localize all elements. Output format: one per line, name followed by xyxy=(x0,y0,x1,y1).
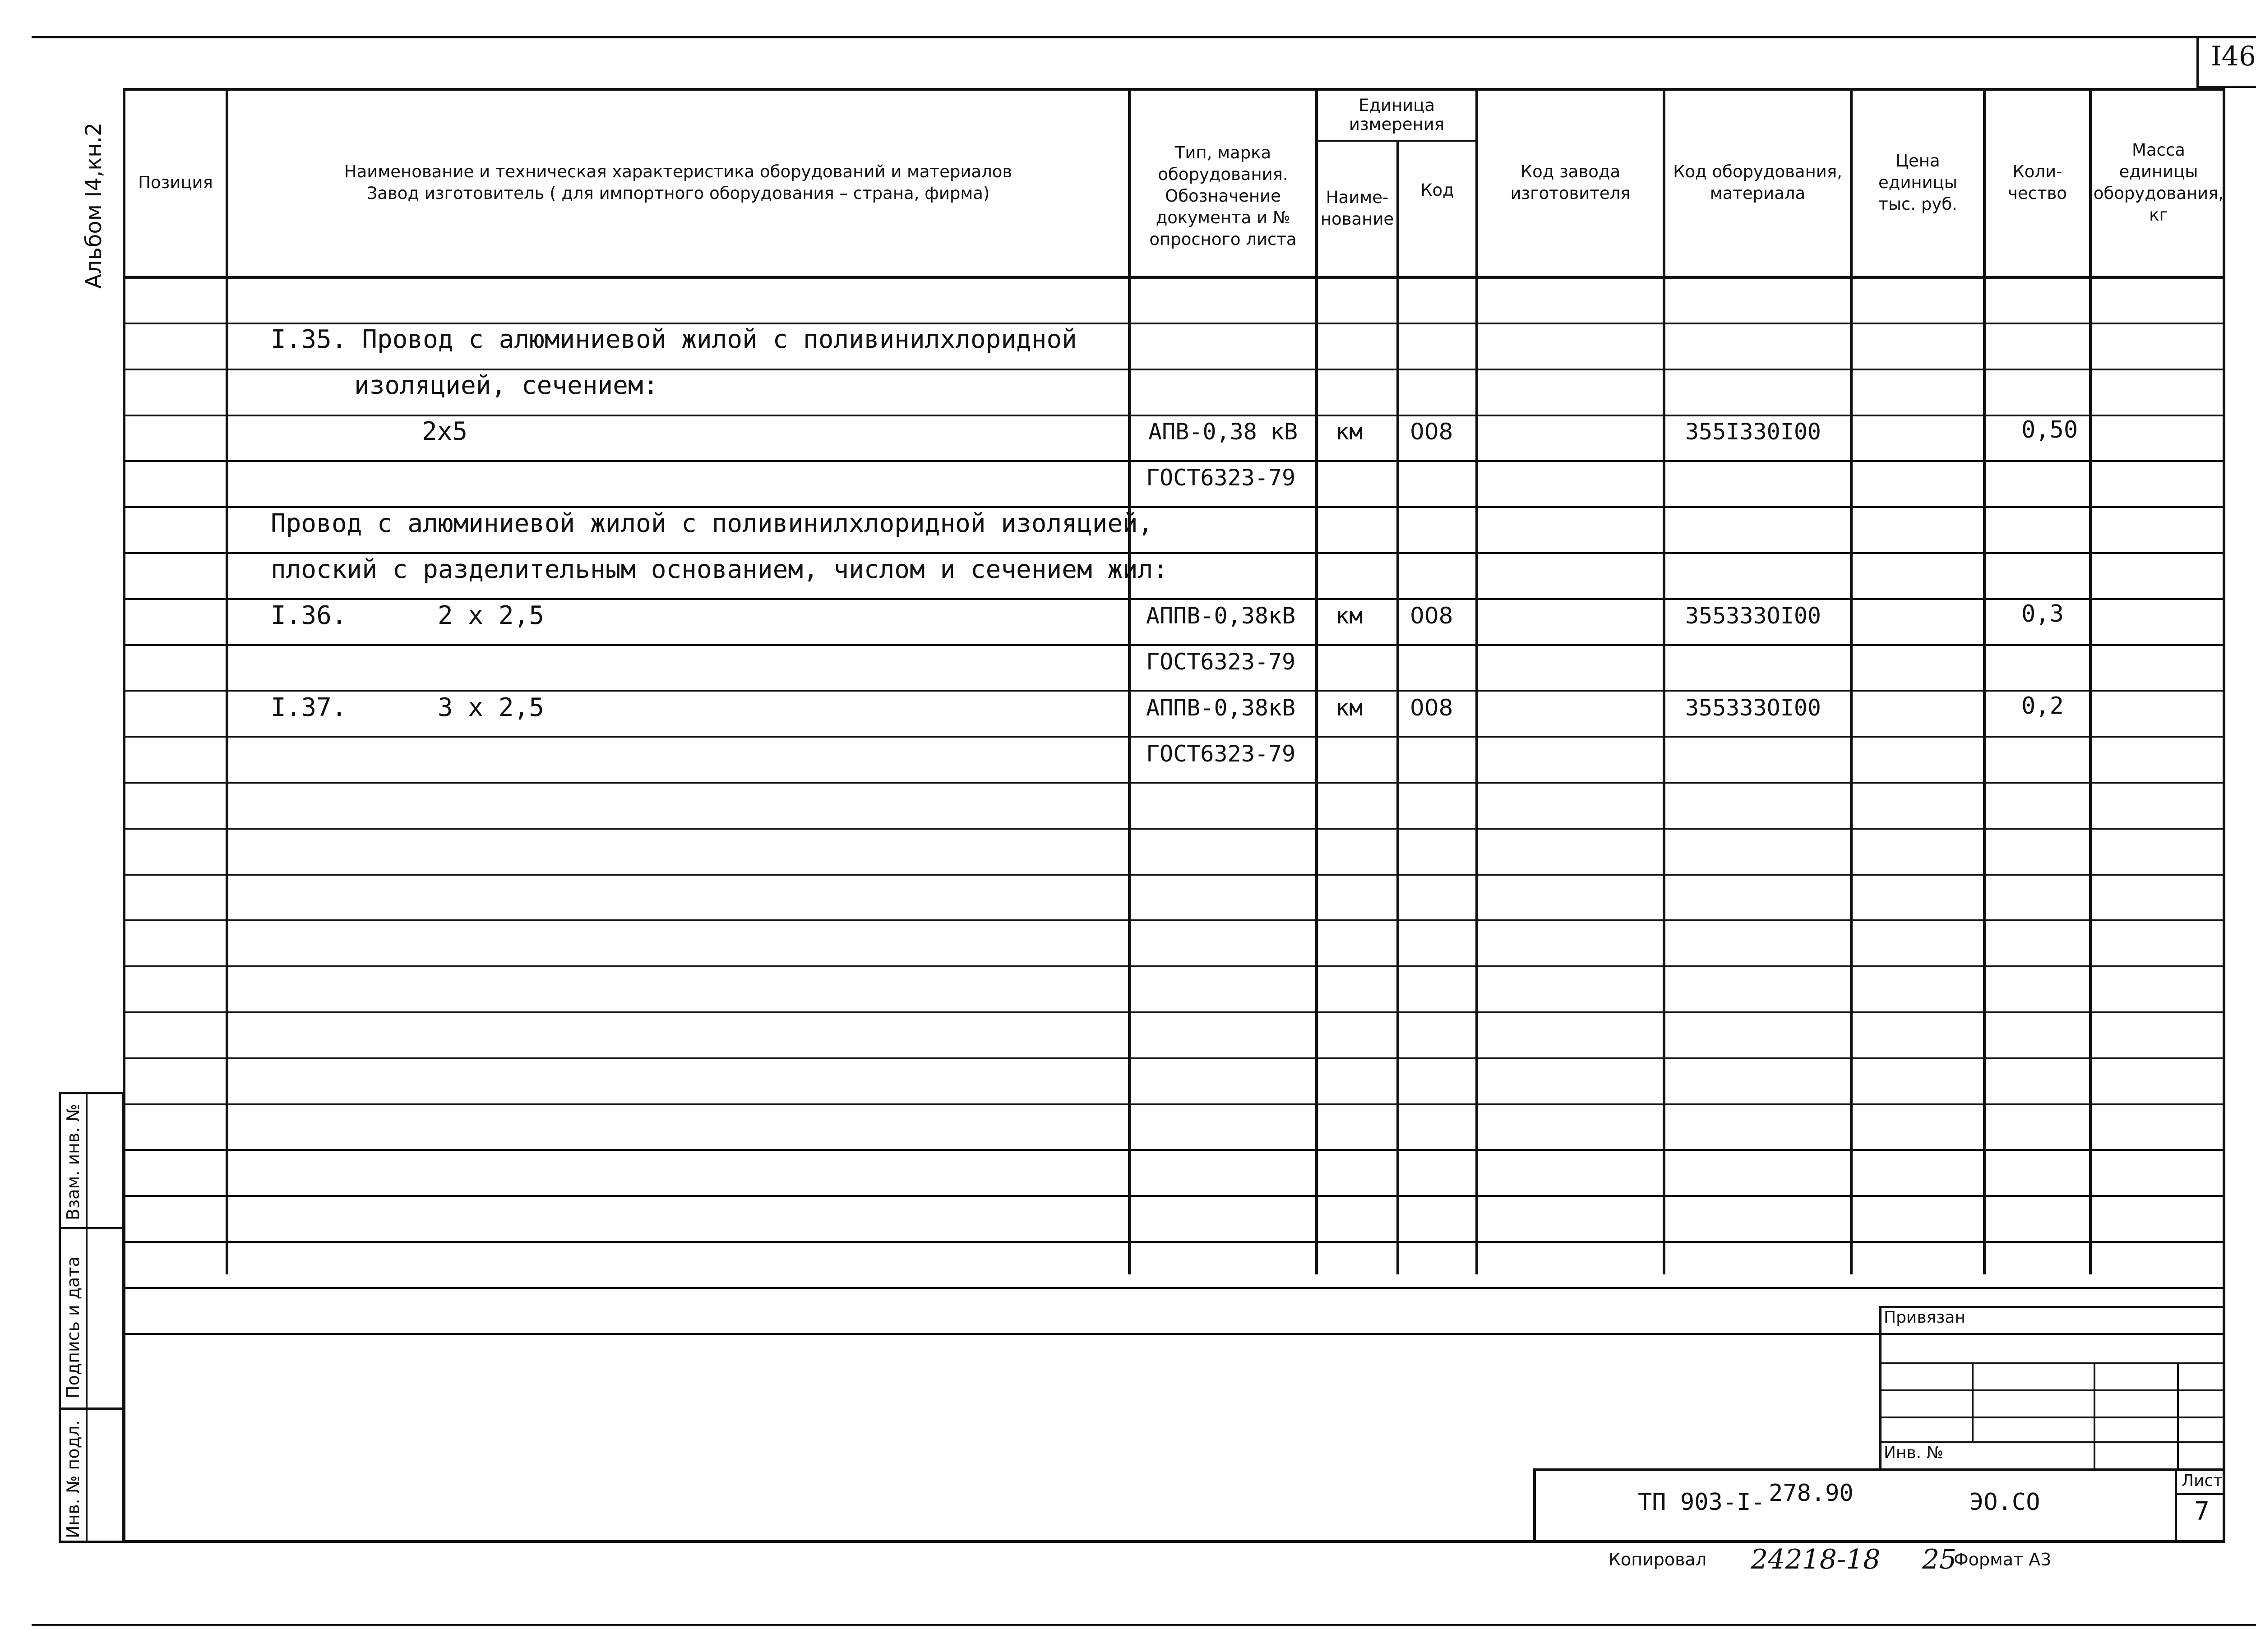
row-9-name: 3 х 2,5 xyxy=(438,693,545,722)
row-1-name: I.35. Провод с алюминиевой жилой с поливинилхлоридной xyxy=(271,325,1077,354)
side-stamp-col xyxy=(86,1092,88,1543)
row-7-eqcode: 355333OI00 xyxy=(1685,603,1821,629)
header-equipment-code: Код оборудования, материала xyxy=(1673,162,1842,203)
side-label-inv: Инв. № подл. xyxy=(63,1420,83,1538)
header-unit-name: Наиме- нование xyxy=(1320,188,1394,229)
doc-prefix: ТП 903-I- xyxy=(1638,1489,1765,1516)
table-row-line xyxy=(123,1241,2225,1243)
header-plant-code: Код завода изготовителя xyxy=(1510,162,1631,203)
header-unit: Единица измерения xyxy=(1349,96,1445,134)
format-label: Формат А3 xyxy=(1954,1550,2052,1569)
header-unit-code: Код xyxy=(1420,180,1454,200)
side-stamp-divider xyxy=(59,1227,124,1229)
row-9-code: 008 xyxy=(1410,695,1453,721)
sheet-number: I46 xyxy=(2210,41,2256,72)
row-9-qty: 0,2 xyxy=(2021,692,2064,720)
row-3-qty: 0,50 xyxy=(2021,416,2078,443)
binding-col xyxy=(1972,1362,1974,1441)
row-3-name: 2х5 xyxy=(422,417,468,446)
table-row-line xyxy=(123,919,2225,921)
side-label-sign: Подпись и дата xyxy=(63,1256,83,1398)
table-row-line xyxy=(123,828,2225,830)
side-stamp-divider xyxy=(59,1407,124,1410)
row-9-type: АППВ-0,38кВ xyxy=(1146,695,1296,721)
doc-suffix: ЭО.СО xyxy=(1969,1489,2040,1516)
row-4-type: ГОСТ6323-79 xyxy=(1146,465,1296,491)
copied-label: Копировал xyxy=(1609,1550,1707,1569)
header-position: Позиция xyxy=(138,173,213,192)
table-row-line xyxy=(123,965,2225,967)
inv-no-label: Инв. № xyxy=(1884,1444,1944,1462)
row-9-position: I.37. xyxy=(271,693,347,722)
album-label: Альбом I4,кн.2 xyxy=(81,122,106,289)
row-9-unit: км xyxy=(1336,695,1363,721)
table-row-line xyxy=(123,1287,2225,1289)
row-3-unit: км xyxy=(1336,419,1363,445)
row-7-name: 2 х 2,5 xyxy=(438,601,545,630)
binding-line xyxy=(1879,1362,2225,1364)
sheet-label: Лист xyxy=(2182,1472,2223,1490)
table-row-line xyxy=(123,1149,2225,1151)
header-name: Наименование и техническая характеристика оборудований и материалов Завод изготовитель ( для импортного оборудования – страна, фирма) xyxy=(344,162,1012,203)
binding-col xyxy=(2094,1362,2095,1471)
row-7-code: 008 xyxy=(1410,603,1453,629)
binding-line xyxy=(1879,1441,2225,1443)
row-3-type: АПВ-0,38 кВ xyxy=(1148,419,1298,445)
binding-line xyxy=(1879,1389,2225,1391)
table-row-line xyxy=(123,874,2225,876)
header-price: Цена единицы тыс. руб. xyxy=(1878,151,1958,214)
binding-col xyxy=(2177,1362,2179,1471)
table-row-line xyxy=(123,736,2225,738)
row-7-unit: км xyxy=(1336,603,1363,629)
order-number-2: 25 xyxy=(1922,1544,1957,1575)
table-row-line xyxy=(123,1103,2225,1105)
order-number: 24218-18 xyxy=(1751,1544,1881,1575)
row-8-type: ГОСТ6323-79 xyxy=(1146,649,1296,675)
title-block xyxy=(1533,1468,2225,1543)
sheet-value: 7 xyxy=(2194,1497,2210,1526)
header-type: Тип, марка оборудования. Обозначение документа и № опросного листа xyxy=(1149,143,1297,249)
row-5-name: Провод с алюминиевой жилой с поливинилхлоридной изоляцией, xyxy=(271,509,1153,538)
doc-number: 278.90 xyxy=(1769,1480,1854,1507)
top-border-line xyxy=(32,36,2256,38)
bottom-border-line xyxy=(32,1624,2256,1626)
header-mass: Масса единицы оборудования, кг xyxy=(2093,140,2224,225)
title-block-col xyxy=(2175,1468,2177,1543)
row-7-qty: 0,3 xyxy=(2021,600,2064,628)
table-row-line xyxy=(123,690,2225,692)
row-9-eqcode: 355333OI00 xyxy=(1685,695,1821,721)
header-bottom-line xyxy=(123,276,2225,279)
row-3-eqcode: 355I330I00 xyxy=(1685,419,1821,445)
header-quantity: Коли- чество xyxy=(2008,162,2067,203)
row-3-code: 008 xyxy=(1410,419,1453,445)
table-row-line xyxy=(123,782,2225,784)
row-7-position: I.36. xyxy=(271,601,347,630)
row-6-name: плоский с разделительным основанием, числом и сечением жил: xyxy=(271,555,1169,584)
table-row-line xyxy=(123,1011,2225,1013)
binding-line xyxy=(1879,1417,2225,1418)
binding-label: Привязан xyxy=(1884,1308,1965,1327)
table-row-line xyxy=(123,1195,2225,1197)
title-block-split xyxy=(2175,1493,2225,1495)
row-7-type: АППВ-0,38кВ xyxy=(1146,603,1296,629)
row-2-name: изоляцией, сечением: xyxy=(354,371,659,400)
table-row-line xyxy=(123,1057,2225,1059)
row-10-type: ГОСТ6323-79 xyxy=(1146,741,1296,767)
side-label-replace: Взам. инв. № xyxy=(63,1103,83,1220)
